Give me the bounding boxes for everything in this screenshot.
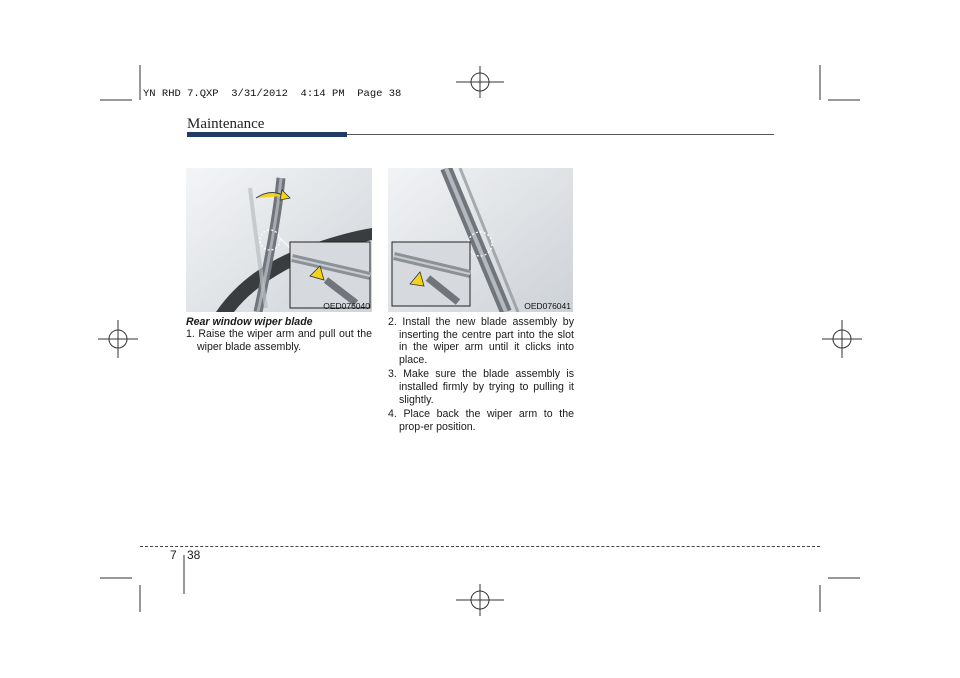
wiper-install-illustration	[388, 168, 573, 312]
footer-rule	[140, 546, 820, 547]
header-accent-bar	[187, 132, 347, 137]
chapter-number: 7	[170, 548, 177, 562]
subheading: Rear window wiper blade	[186, 316, 313, 328]
step-2: 2. Install the new blade assembly by inserting the centre part into the slot in the wiper arm until it clicks into place.	[388, 316, 574, 366]
header-rule	[347, 134, 774, 135]
figure-wiper-removal	[186, 168, 372, 312]
figure-code: OED076040	[323, 301, 370, 311]
wiper-removal-illustration	[186, 168, 372, 312]
step-4: 4. Place back the wiper arm to the prop-er position.	[388, 408, 574, 433]
figure-code: OED076041	[524, 301, 571, 311]
right-column	[388, 316, 574, 435]
section-title: Maintenance	[187, 116, 265, 132]
page-number: 38	[187, 548, 201, 562]
step-3: 3. Make sure the blade assembly is installed firmly by trying to pulling it slightly.	[388, 368, 574, 406]
figure-wiper-install	[388, 168, 573, 312]
step-1: 1. Raise the wiper arm and pull out the wiper blade assembly.	[186, 328, 372, 353]
left-column	[186, 316, 372, 355]
print-slug: YN RHD 7.QXP 3/31/2012 4:14 PM Page 38	[143, 88, 402, 100]
